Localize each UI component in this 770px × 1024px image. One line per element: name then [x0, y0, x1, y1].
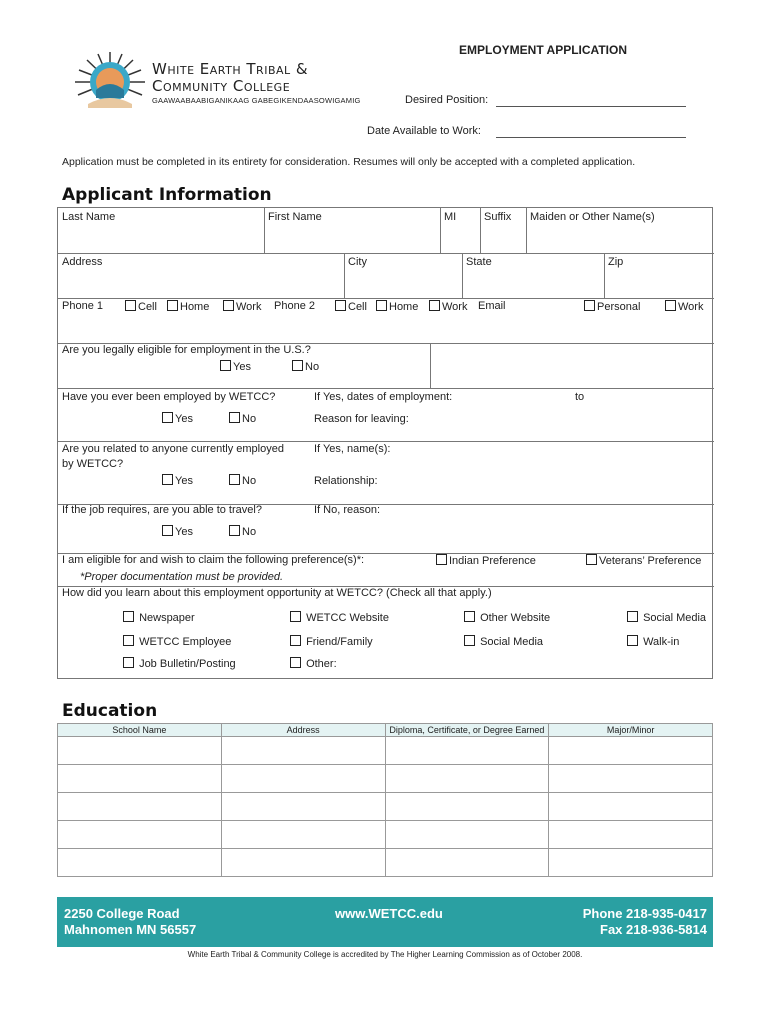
table-cell[interactable] [58, 737, 222, 765]
college-logo [70, 48, 150, 114]
city-label: City [348, 256, 367, 268]
table-cell[interactable] [385, 737, 549, 765]
employed-yes-option[interactable]: Yes [162, 412, 193, 425]
checkbox[interactable] [627, 611, 638, 622]
checkbox[interactable] [335, 300, 346, 311]
source-wetcc-website[interactable]: WETCC Website [290, 611, 389, 624]
checkbox[interactable] [125, 300, 136, 311]
phone1-cell-option[interactable]: Cell [125, 300, 157, 313]
date-available-field[interactable] [496, 137, 686, 138]
related-question-line2: by WETCC? [62, 458, 124, 470]
checkbox[interactable] [220, 360, 231, 371]
checkbox[interactable] [229, 412, 240, 423]
table-cell[interactable] [58, 849, 222, 877]
footer-address-line2: Mahnomen MN 56557 [64, 922, 197, 937]
email-label: Email [478, 300, 506, 312]
education-title: Education [62, 701, 158, 721]
phone2-home-option[interactable]: Home [376, 300, 418, 313]
phone2-cell-option[interactable]: Cell [335, 300, 367, 313]
checkbox[interactable] [464, 635, 475, 646]
eligible-no-option[interactable]: No [292, 360, 319, 373]
checkbox[interactable] [429, 300, 440, 311]
education-table [57, 723, 713, 877]
table-row [58, 765, 713, 793]
table-cell[interactable] [549, 821, 713, 849]
source-wetcc-employee[interactable]: WETCC Employee [123, 635, 231, 648]
applicant-info-title: Applicant Information [62, 185, 272, 205]
travel-no-option[interactable]: No [229, 525, 256, 538]
employed-no-option[interactable]: No [229, 412, 256, 425]
footer-bar [57, 897, 713, 947]
checkbox[interactable] [123, 611, 134, 622]
reason-leaving-label: Reason for leaving: [314, 413, 409, 425]
checkbox[interactable] [162, 474, 173, 485]
checkbox[interactable] [290, 657, 301, 668]
footer-phone: Phone 218-935-0417 [582, 906, 707, 921]
table-cell[interactable] [221, 821, 385, 849]
date-available-label: Date Available to Work: [367, 125, 481, 137]
table-cell[interactable] [221, 793, 385, 821]
related-no-option[interactable]: No [229, 474, 256, 487]
suffix-label: Suffix [484, 211, 512, 223]
logo-line-1: White Earth Tribal & [152, 60, 309, 78]
indian-preference-option[interactable]: Indian Preference [436, 554, 536, 567]
logo-line-2: Community College [152, 77, 291, 95]
source-other-website[interactable]: Other Website [464, 611, 550, 624]
column-header: Address [221, 724, 385, 737]
logo-line-3: GAAWAABAABIGANIKAAG GABEGIKENDAASOWIGAMIG [152, 96, 361, 105]
travel-question: If the job requires, are you able to travel? [62, 504, 262, 516]
travel-no-reason-label: If No, reason: [314, 504, 381, 516]
employment-dates-label: If Yes, dates of employment: [314, 391, 453, 403]
travel-yes-option[interactable]: Yes [162, 525, 193, 538]
table-cell[interactable] [549, 737, 713, 765]
source-newspaper[interactable]: Newspaper [123, 611, 195, 624]
completion-notice: Application must be completed in its entirety for consideration. Resumes will only be accepted with a completed application. [62, 156, 636, 168]
desired-position-field[interactable] [496, 106, 686, 107]
footer-website-link[interactable]: www.WETCC.edu [335, 906, 443, 921]
checkbox[interactable] [665, 300, 676, 311]
checkbox[interactable] [167, 300, 178, 311]
checkbox[interactable] [290, 635, 301, 646]
veterans-preference-option[interactable]: Veterans’ Preference [586, 554, 701, 567]
table-cell[interactable] [549, 765, 713, 793]
table-cell[interactable] [385, 765, 549, 793]
table-cell[interactable] [385, 793, 549, 821]
form-title: EMPLOYMENT APPLICATION [459, 43, 627, 57]
preference-question: I am eligible for and wish to claim the following preference(s)*: [62, 554, 365, 566]
checkbox[interactable] [123, 635, 134, 646]
first-name-label: First Name [268, 211, 322, 223]
related-names-label: If Yes, name(s): [314, 443, 391, 455]
state-label: State [466, 256, 492, 268]
phone2-label: Phone 2 [274, 300, 315, 312]
checkbox[interactable] [292, 360, 303, 371]
related-question-line1: Are you related to anyone currently employed [62, 443, 284, 455]
column-header: Diploma, Certificate, or Degree Earned [385, 724, 549, 737]
table-cell[interactable] [221, 737, 385, 765]
checkbox[interactable] [586, 554, 597, 565]
footer-fax: Fax 218-936-5814 [600, 922, 707, 937]
table-cell[interactable] [58, 793, 222, 821]
source-social-media-1[interactable]: Social Media [627, 611, 706, 624]
zip-label: Zip [608, 256, 624, 268]
email-work-option[interactable]: Work [665, 300, 703, 313]
table-cell[interactable] [385, 849, 549, 877]
employed-question: Have you ever been employed by WETCC? [62, 391, 276, 403]
table-cell[interactable] [58, 765, 222, 793]
column-header: School Name [58, 724, 222, 737]
phone1-label: Phone 1 [62, 300, 103, 312]
eligible-yes-option[interactable]: Yes [220, 360, 251, 373]
column-header: Major/Minor [549, 724, 713, 737]
checkbox[interactable] [123, 657, 134, 668]
relationship-label: Relationship: [314, 475, 378, 487]
proper-documentation-note: *Proper documentation must be provided. [80, 571, 284, 583]
source-friend-family[interactable]: Friend/Family [290, 635, 373, 648]
employment-to-label: to [575, 391, 585, 403]
table-row [58, 793, 713, 821]
mi-label: MI [444, 211, 457, 223]
table-row [58, 821, 713, 849]
checkbox[interactable] [290, 611, 301, 622]
source-social-media-2[interactable]: Social Media [464, 635, 543, 648]
phone2-work-option[interactable]: Work [429, 300, 467, 313]
table-cell[interactable] [549, 793, 713, 821]
checkbox[interactable] [436, 554, 447, 565]
table-cell[interactable] [385, 821, 549, 849]
source-other[interactable]: Other: [290, 657, 337, 670]
source-walk-in[interactable]: Walk-in [627, 635, 679, 648]
phone1-work-option[interactable]: Work [223, 300, 261, 313]
accreditation-note: White Earth Tribal & Community College is accredited by The Higher Learning Commission as of October 2008. [187, 950, 583, 959]
table-cell[interactable] [549, 849, 713, 877]
checkbox[interactable] [229, 474, 240, 485]
checkbox[interactable] [376, 300, 387, 311]
email-personal-option[interactable]: Personal [584, 300, 640, 313]
last-name-label: Last Name [62, 211, 116, 223]
maiden-name-label: Maiden or Other Name(s) [530, 211, 655, 223]
how-learn-question: How did you learn about this employment opportunity at WETCC? (Check all that apply.) [62, 587, 492, 599]
table-cell[interactable] [58, 821, 222, 849]
footer-address-line1: 2250 College Road [64, 906, 180, 921]
table-row [58, 849, 713, 877]
checkbox[interactable] [223, 300, 234, 311]
checkbox[interactable] [584, 300, 595, 311]
checkbox[interactable] [162, 412, 173, 423]
phone1-home-option[interactable]: Home [167, 300, 209, 313]
desired-position-label: Desired Position: [405, 94, 489, 106]
source-job-bulletin[interactable]: Job Bulletin/Posting [123, 657, 236, 670]
checkbox[interactable] [162, 525, 173, 536]
table-cell[interactable] [221, 849, 385, 877]
source-other-field[interactable] [346, 669, 347, 670]
related-yes-option[interactable]: Yes [162, 474, 193, 487]
table-row [58, 737, 713, 765]
checkbox[interactable] [229, 525, 240, 536]
eligible-question: Are you legally eligible for employment in the U.S.? [62, 344, 311, 356]
address-label: Address [62, 256, 103, 268]
checkbox[interactable] [464, 611, 475, 622]
checkbox[interactable] [627, 635, 638, 646]
table-cell[interactable] [221, 765, 385, 793]
